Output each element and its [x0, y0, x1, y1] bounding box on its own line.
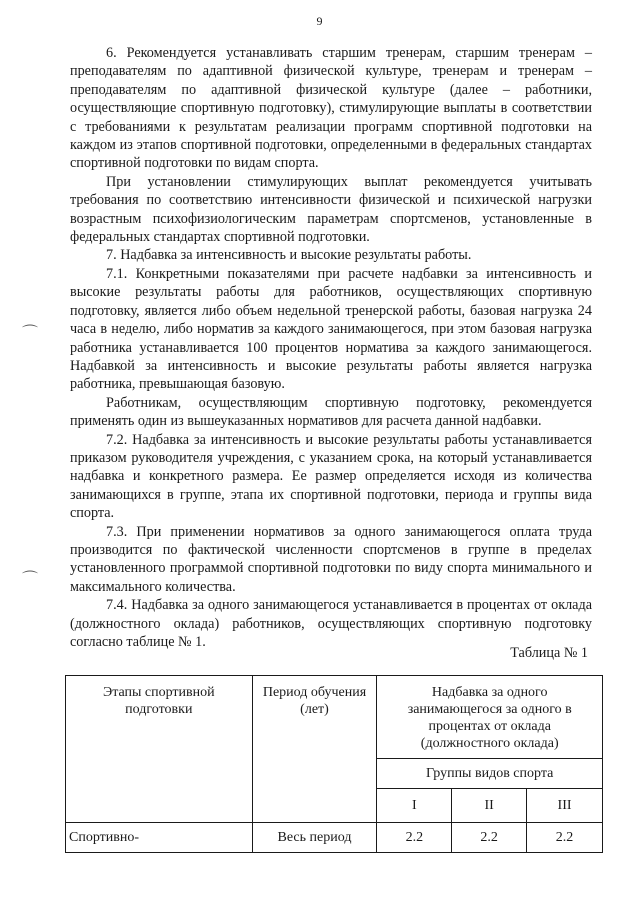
- paragraph-norm-choice: Работникам, осуществляющим спортивную подготовку, рекомендуется применять один из вышеуказанных нормативов для расчета данной надбавки.: [70, 394, 592, 430]
- row-period: Весь период: [252, 823, 377, 853]
- row-value-group-1: 2.2: [377, 823, 452, 853]
- margin-scribble-mark: ⌒: [22, 325, 39, 342]
- header-period: Период обучения (лет): [252, 676, 377, 823]
- header-group-3: III: [527, 789, 603, 823]
- bonus-table: [65, 675, 603, 853]
- paragraph-7-4: 7.4. Надбавка за одного занимающегося устанавливается в процентах от оклада (должностного оклада) работников, осуществляющих спортивную подготовку согласно таблице № 1.: [70, 597, 592, 650]
- header-group-2: II: [452, 789, 527, 823]
- table-caption: Таблица № 1: [510, 645, 588, 661]
- header-bonus: Надбавка за одного занимающегося за одного в процентах от оклада (должностного оклада): [377, 676, 603, 759]
- header-stage: Этапы спортивной подготовки: [66, 676, 253, 823]
- row-value-group-3: 2.2: [527, 823, 603, 853]
- paragraph-7-1: 7.1. Конкретными показателями при расчете надбавки за интенсивность и высокие результаты работы для работников, осуществляющих спортивную подготовку, является либо объем недельной тренерской работы, базовая нагрузка 24 часа в неделю, либо норматив за каждого занимающегося, при этом базовая нагрузка работника устанавливается 100 процентов норматива за каждого занимающегося. Надбавкой за интенсивность и высокие результаты работы является нагрузка работника, превышающая базовую.: [70, 265, 592, 393]
- paragraph-6: 6. Рекомендуется устанавливать старшим тренерам, старшим тренерам – преподавателям по адаптивной физической культуре, тренерам и тренерам – преподавателям по адаптивной физической культуре (далее – работники, осуществляющие спортивную подготовку), стимулирующие выплаты в соответствии с требованиями к результатам реализации программ спортивной подготовки на каждом из этапов спортивной подготовки, определенными в федеральных стандартах спортивной подготовки по видам спорта.: [70, 45, 592, 172]
- margin-scribble-mark: ⌒: [22, 571, 39, 588]
- table-header-row: [66, 676, 603, 759]
- table-row: [66, 823, 603, 853]
- document-body: [70, 44, 592, 651]
- header-group-1: I: [377, 789, 452, 823]
- row-value-group-2: 2.2: [452, 823, 527, 853]
- header-groups: Группы видов спорта: [377, 759, 603, 789]
- paragraph-7-heading: 7. Надбавка за интенсивность и высокие результаты работы.: [106, 247, 472, 264]
- paragraph-stimulus-requirements: При установлении стимулирующих выплат рекомендуется учитывать требования по соответствию интенсивности физической и психической нагрузки возрастным психофизиологическим параметрам спортсменов, установленные в федеральных стандартах спортивной подготовки.: [70, 173, 592, 246]
- row-stage: Спортивно-: [66, 823, 253, 853]
- page-number: 9: [316, 14, 323, 28]
- paragraph-7-3: 7.3. При применении нормативов за одного занимающегося оплата труда производится по фактической численности спортсменов в группе в пределах установленного программой спортивной подготовки по виду спорта минимального и максимального количества.: [70, 523, 592, 595]
- paragraph-7-2: 7.2. Надбавка за интенсивность и высокие результаты работы устанавливается приказом руководителя учреждения, с указанием срока, на который устанавливается надбавка и конкретного размера. Ее размер определяется исходя из количества занимающихся в группе, этапа их спортивной подготовки, периода и группы вида спорта.: [70, 431, 592, 522]
